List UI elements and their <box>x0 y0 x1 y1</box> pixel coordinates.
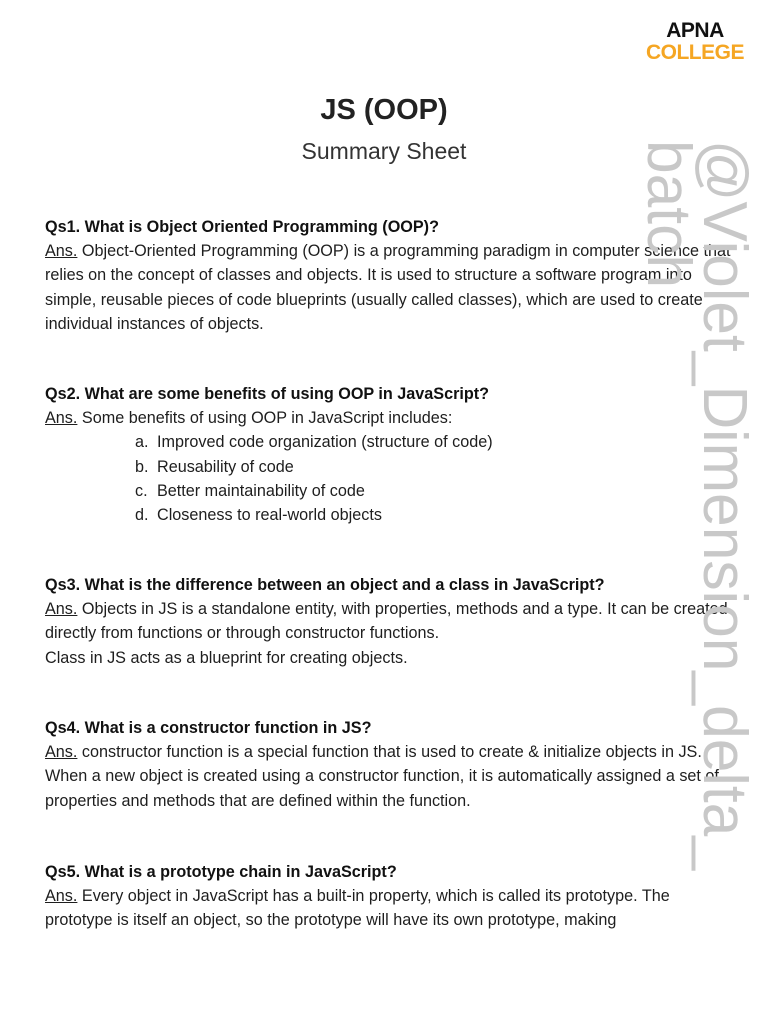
ans-label: Ans. <box>45 887 78 906</box>
list-item-text: Better maintainability of code <box>157 481 365 500</box>
ans-label: Ans. <box>45 743 78 762</box>
list-item <box>135 503 735 527</box>
question-2: Qs2. What are some benefits of using OOP in JavaScript? <box>45 385 490 403</box>
list-marker: d. <box>135 506 149 525</box>
page-subtitle: Summary Sheet <box>301 138 467 164</box>
question-5: Qs5. What is a prototype chain in JavaScript? <box>45 863 397 881</box>
answer-2 <box>45 406 735 430</box>
logo-line-2: COLLEGE <box>645 41 744 64</box>
answer-4 <box>45 740 735 813</box>
qa-block-4 <box>45 716 735 813</box>
list-item-text: Reusability of code <box>157 457 294 476</box>
answer-text: Some benefits of using OOP in JavaScript includes: <box>77 409 453 428</box>
list-item <box>135 430 735 454</box>
qa-block-3 <box>45 573 735 670</box>
answer-text: constructor function is a special function that is used to create & initialize objects in JS. When a new object is created using a constructor function, it is automatically assigned a set of properties and methods that are defined within the function. <box>45 743 719 810</box>
watermark-line-2: batch <box>634 140 703 292</box>
question-4: Qs4. What is a constructor function in JS? <box>45 719 372 737</box>
list-item <box>135 455 735 479</box>
list-marker: b. <box>135 457 149 476</box>
apna-college-logo <box>646 20 744 63</box>
answer-text: Objects in JS is a standalone entity, with properties, methods and a type. It can be created directly from functions or through constructor functions. <box>45 600 728 643</box>
question-3: Qs3. What is the difference between an object and a class in JavaScript? <box>45 576 605 594</box>
answer-3-line-2: Class in JS acts as a blueprint for creating objects. <box>45 648 408 667</box>
logo-line-1: APNA <box>666 19 724 42</box>
list-item-text: Improved code organization (structure of code) <box>157 433 493 452</box>
page-title: JS (OOP) <box>320 94 448 126</box>
ans-label: Ans. <box>45 409 78 428</box>
list-item <box>135 479 735 503</box>
question-1: Qs1. What is Object Oriented Programming (OOP)? <box>45 218 439 236</box>
answer-text: Every object in JavaScript has a built-in property, which is called its prototype. The prototype is itself an object, so the prototype will have its own prototype, making <box>45 887 670 930</box>
benefits-list <box>45 430 735 527</box>
answer-3 <box>45 597 735 645</box>
ans-label: Ans. <box>45 600 78 619</box>
answer-text: Object-Oriented Programming (OOP) is a programming paradigm in computer science that relies on the concept of classes and objects. It is used to structure a software program into simple, reusable pieces of code blueprints (usually called classes), which are used to create individual instances of objects. <box>45 242 731 333</box>
qa-block-1 <box>45 215 735 336</box>
answer-5 <box>45 884 735 932</box>
list-item-text: Closeness to real-world objects <box>157 506 382 525</box>
qa-block-2 <box>45 382 735 527</box>
qa-block-5 <box>45 860 735 933</box>
list-marker: a. <box>135 433 149 452</box>
answer-1 <box>45 239 735 336</box>
list-marker: c. <box>135 481 148 500</box>
ans-label: Ans. <box>45 242 78 261</box>
watermark-line-1: @Violet_Dimension_delta_ <box>690 140 759 884</box>
